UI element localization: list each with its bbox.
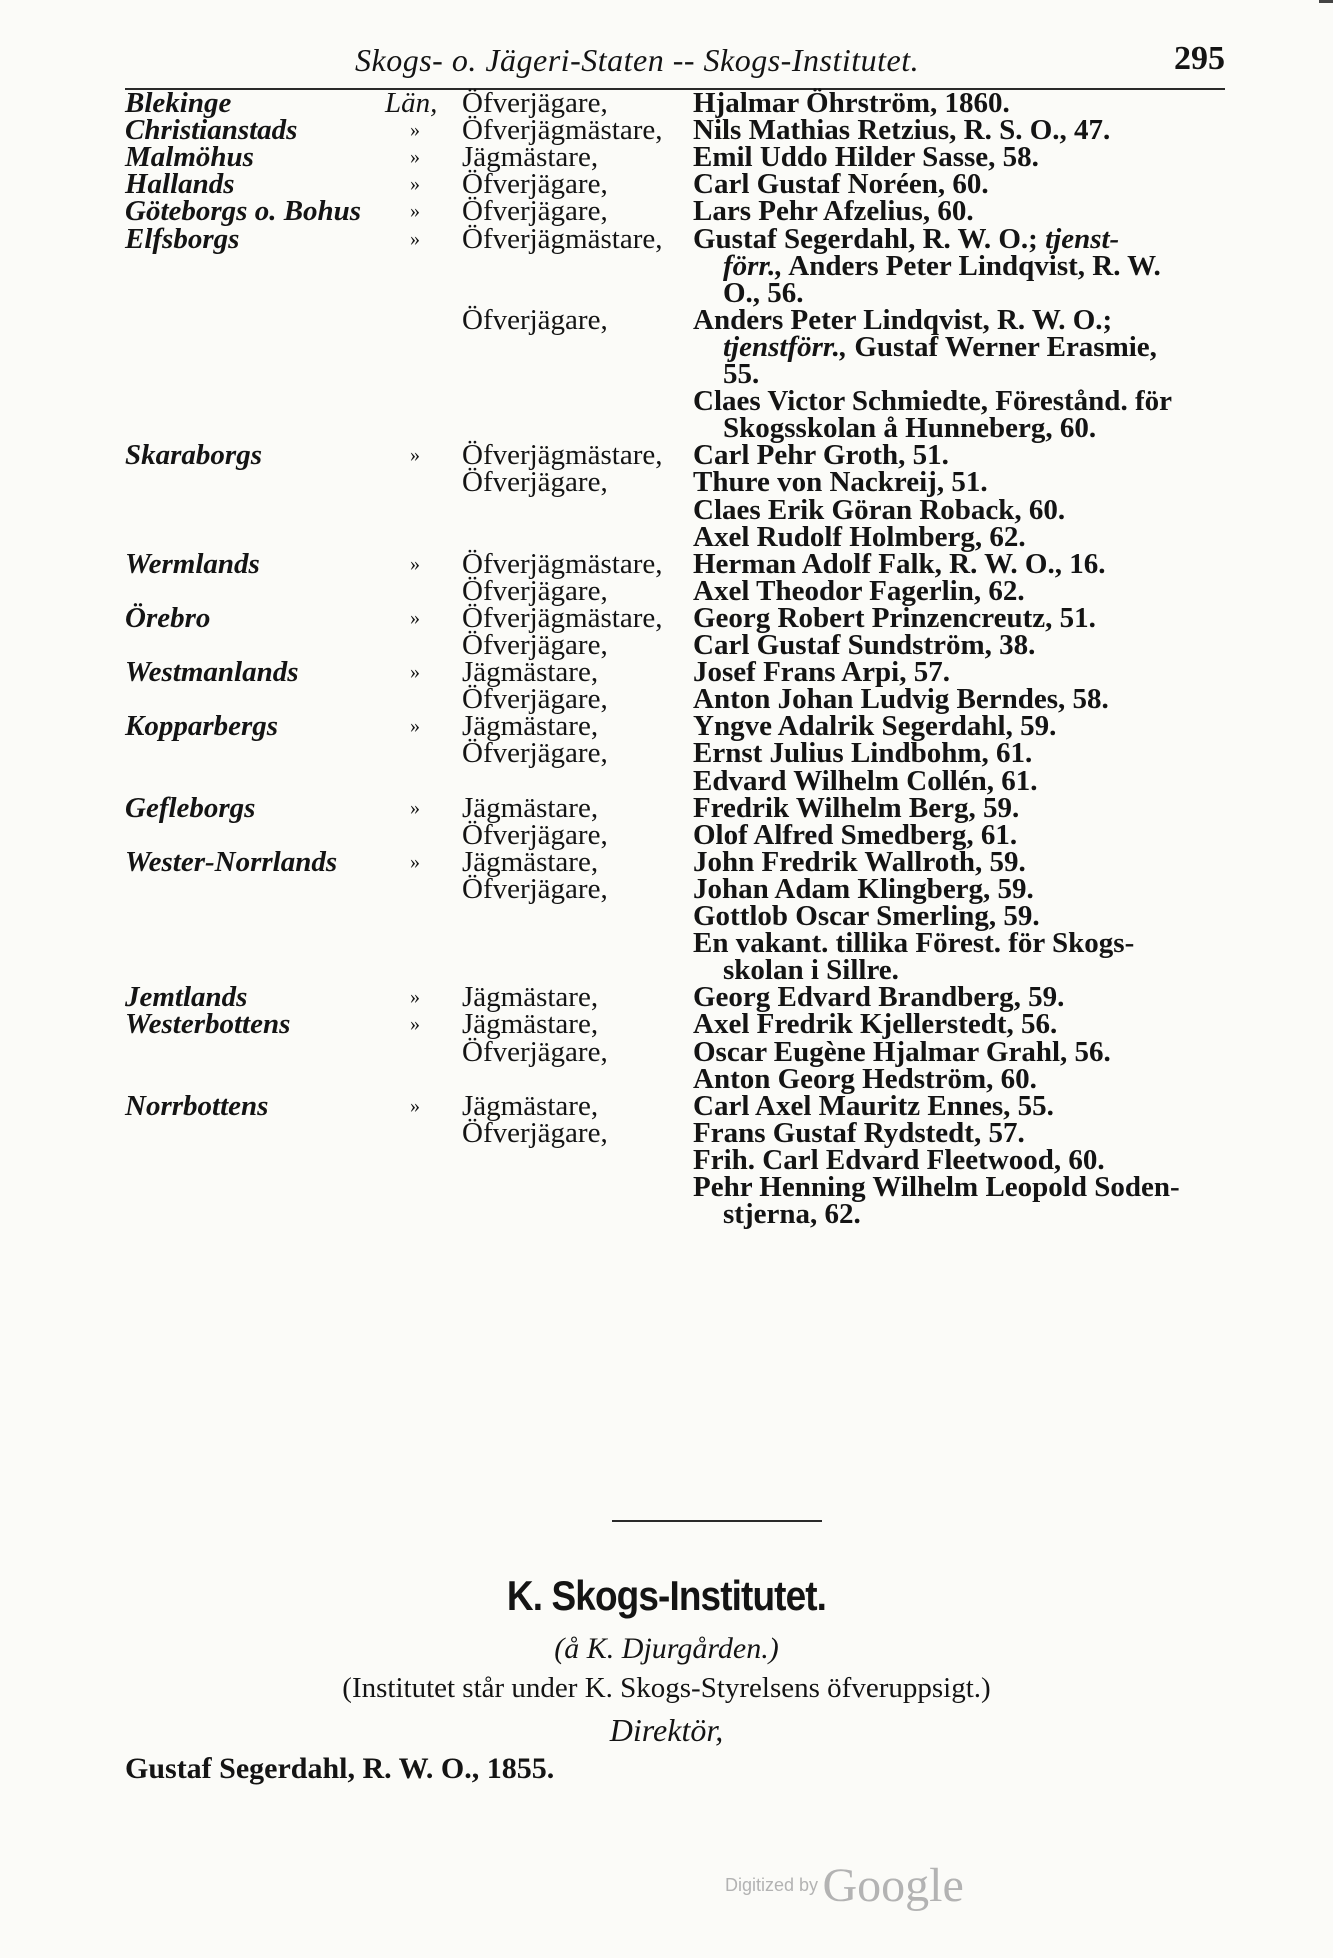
person-name: Georg Robert Prinzencreutz, 51.: [693, 602, 1096, 634]
continuation-italic: tjenstförr.,: [723, 331, 848, 363]
running-header: [125, 40, 1225, 88]
person-name: Thure von Nackreij, 51.: [693, 466, 988, 498]
position-title: Jägmästare,: [462, 792, 599, 824]
position-title: Öfverjägare,: [462, 1117, 608, 1149]
section-role: Direktör,: [609, 1712, 724, 1748]
person-name: Edvard Wilhelm Collén, 61.: [693, 765, 1038, 797]
person-name: Olof Alfred Smedberg, 61.: [693, 819, 1018, 851]
county-suffix: Län,: [385, 87, 438, 119]
position-title: Öfverjägare,: [462, 304, 608, 336]
person-name: Pehr Henning Wilhelm Leopold Soden-: [693, 1171, 1180, 1203]
position-title: Öfverjägare,: [462, 575, 608, 607]
person-name: Frih. Carl Edvard Fleetwood, 60.: [693, 1144, 1105, 1176]
county-name: Wester-Norrlands: [125, 846, 338, 878]
person-name: Claes Erik Göran Roback, 60.: [693, 494, 1066, 526]
person-name: Axel Rudolf Holmberg, 62.: [693, 521, 1026, 553]
name-italic-suffix: tjenst-: [1037, 223, 1120, 255]
name-continuation: [723, 1197, 861, 1231]
county-name: Blekinge: [125, 87, 232, 119]
person-name: Axel Theodor Fagerlin, 62.: [693, 575, 1025, 607]
ditto-mark: »: [410, 228, 420, 250]
continuation-text: skolan i Sillre.: [723, 954, 899, 986]
ditto-mark: »: [410, 146, 420, 168]
person-name: Yngve Adalrik Segerdahl, 59.: [693, 710, 1057, 742]
google-watermark: [725, 1858, 964, 1913]
person-name: Herman Adolf Falk, R. W. O., 16.: [693, 548, 1106, 580]
person-name: Anders Peter Lindqvist, R. W. O.;: [693, 304, 1113, 336]
position-title: Öfverjägare,: [462, 683, 608, 715]
position-title: Öfverjägmästare,: [462, 114, 663, 146]
ditto-mark: »: [410, 1013, 420, 1035]
position-title: Öfverjägare,: [462, 195, 608, 227]
position-title: Jägmästare,: [462, 1090, 599, 1122]
position-title: Öfverjägmästare,: [462, 548, 663, 580]
person-name: Carl Axel Mauritz Ennes, 55.: [693, 1090, 1054, 1122]
continuation-text: stjerna, 62.: [723, 1198, 861, 1230]
ditto-mark: »: [410, 797, 420, 819]
person-name: Anton Johan Ludvig Berndes, 58.: [693, 683, 1109, 715]
continuation-text: O., 56.: [723, 277, 804, 309]
county-name: Wermlands: [125, 548, 260, 580]
person-name: Georg Edvard Brandberg, 59.: [693, 981, 1065, 1013]
ditto-mark: »: [410, 607, 420, 629]
county-name: Jemtlands: [125, 981, 248, 1013]
ditto-mark: »: [410, 200, 420, 222]
position-title: Öfverjägmästare,: [462, 602, 663, 634]
position-title: Öfverjägmästare,: [462, 223, 663, 255]
person-name: Hjalmar Öhrström, 1860.: [693, 87, 1010, 119]
table-row: [0, 1197, 1333, 1231]
person-name: Gottlob Oscar Smerling, 59.: [693, 900, 1040, 932]
continuation-text: 55.: [723, 358, 760, 390]
county-name: Skaraborgs: [125, 439, 262, 471]
county-name: Westerbottens: [125, 1008, 291, 1040]
position-title: Jägmästare,: [462, 846, 599, 878]
header-title: Skogs- o. Jägeri-Staten -- Skogs-Institutet.: [355, 42, 920, 78]
section-divider: [612, 1520, 822, 1522]
position-title: Öfverjägare,: [462, 168, 608, 200]
ditto-mark: »: [410, 1095, 420, 1117]
continuation-text: Gustaf Werner Erasmie,: [847, 331, 1157, 363]
position-title: Öfverjägare,: [462, 466, 608, 498]
watermark-prefix: Digitized by: [725, 1875, 819, 1895]
county-name: Göteborgs o. Bohus: [125, 195, 362, 227]
ditto-mark: »: [410, 444, 420, 466]
ditto-mark: »: [410, 715, 420, 737]
position-title: Öfverjägmästare,: [462, 439, 663, 471]
ditto-mark: »: [410, 173, 420, 195]
section-director: Gustaf Segerdahl, R. W. O., 1855.: [125, 1752, 555, 1785]
position-title: Öfverjägare,: [462, 1036, 608, 1068]
person-name: John Fredrik Wallroth, 59.: [693, 846, 1026, 878]
person-name: Johan Adam Klingberg, 59.: [693, 873, 1034, 905]
county-name: Örebro: [125, 602, 211, 634]
ditto-mark: »: [410, 986, 420, 1008]
person-name: Ernst Julius Lindbohm, 61.: [693, 737, 1033, 769]
edge-mark: [1319, 0, 1333, 3]
person-name: Nils Mathias Retzius, R. S. O., 47.: [693, 114, 1111, 146]
county-name: Christianstads: [125, 114, 298, 146]
watermark-logo: Google: [822, 1859, 964, 1912]
position-title: Öfverjägare,: [462, 87, 608, 119]
page-number: 295: [1174, 40, 1225, 77]
ditto-mark: »: [410, 851, 420, 873]
county-name: Norrbottens: [125, 1090, 269, 1122]
county-name: Hallands: [125, 168, 235, 200]
county-name: Kopparbergs: [125, 710, 279, 742]
continuation-text: Anders Peter Lindqvist, R. W.: [782, 250, 1161, 282]
person-name: Josef Frans Arpi, 57.: [693, 656, 950, 688]
county-name: Gefleborgs: [125, 792, 256, 824]
county-name: Malmöhus: [125, 141, 254, 173]
continuation-italic: förr.,: [723, 250, 783, 282]
section-title: K. Skogs-Institutet.: [506, 1572, 827, 1619]
position-title: Jägmästare,: [462, 141, 599, 173]
section-location: (å K. Djurgården.): [554, 1632, 779, 1665]
person-name: Oscar Eugène Hjalmar Grahl, 56.: [693, 1036, 1111, 1068]
person-name: Emil Uddo Hilder Sasse, 58.: [693, 141, 1039, 173]
person-name: Axel Fredrik Kjellerstedt, 56.: [693, 1008, 1058, 1040]
ditto-mark: »: [410, 661, 420, 683]
position-title: Öfverjägare,: [462, 819, 608, 851]
person-name: Carl Gustaf Noréen, 60.: [693, 168, 989, 200]
person-name: Lars Pehr Afzelius, 60.: [693, 195, 974, 227]
position-title: Öfverjägare,: [462, 873, 608, 905]
position-title: Jägmästare,: [462, 981, 599, 1013]
person-name: Carl Gustaf Sundström, 38.: [693, 629, 1036, 661]
person-name: Fredrik Wilhelm Berg, 59.: [693, 792, 1020, 824]
position-title: Jägmästare,: [462, 1008, 599, 1040]
person-name: En vakant. tillika Förest. för Skogs-: [693, 927, 1135, 959]
section-note: (Institutet står under K. Skogs-Styrelsens öfveruppsigt.): [342, 1672, 991, 1704]
continuation-text: Skogsskolan å Hunneberg, 60.: [723, 412, 1097, 444]
person-name: Anton Georg Hedström, 60.: [693, 1063, 1037, 1095]
person-name: Frans Gustaf Rydstedt, 57.: [693, 1117, 1025, 1149]
ditto-mark: »: [410, 119, 420, 141]
ditto-mark: »: [410, 553, 420, 575]
person-name: Carl Pehr Groth, 51.: [693, 439, 949, 471]
county-name: Elfsborgs: [125, 223, 240, 255]
county-name: Westmanlands: [125, 656, 299, 688]
person-name: Claes Victor Schmiedte, Förestånd. för: [693, 385, 1172, 417]
position-title: Jägmästare,: [462, 710, 599, 742]
person-name: Gustaf Segerdahl, R. W. O.;: [693, 223, 1038, 255]
position-title: Öfverjägare,: [462, 629, 608, 661]
position-title: Jägmästare,: [462, 656, 599, 688]
position-title: Öfverjägare,: [462, 737, 608, 769]
